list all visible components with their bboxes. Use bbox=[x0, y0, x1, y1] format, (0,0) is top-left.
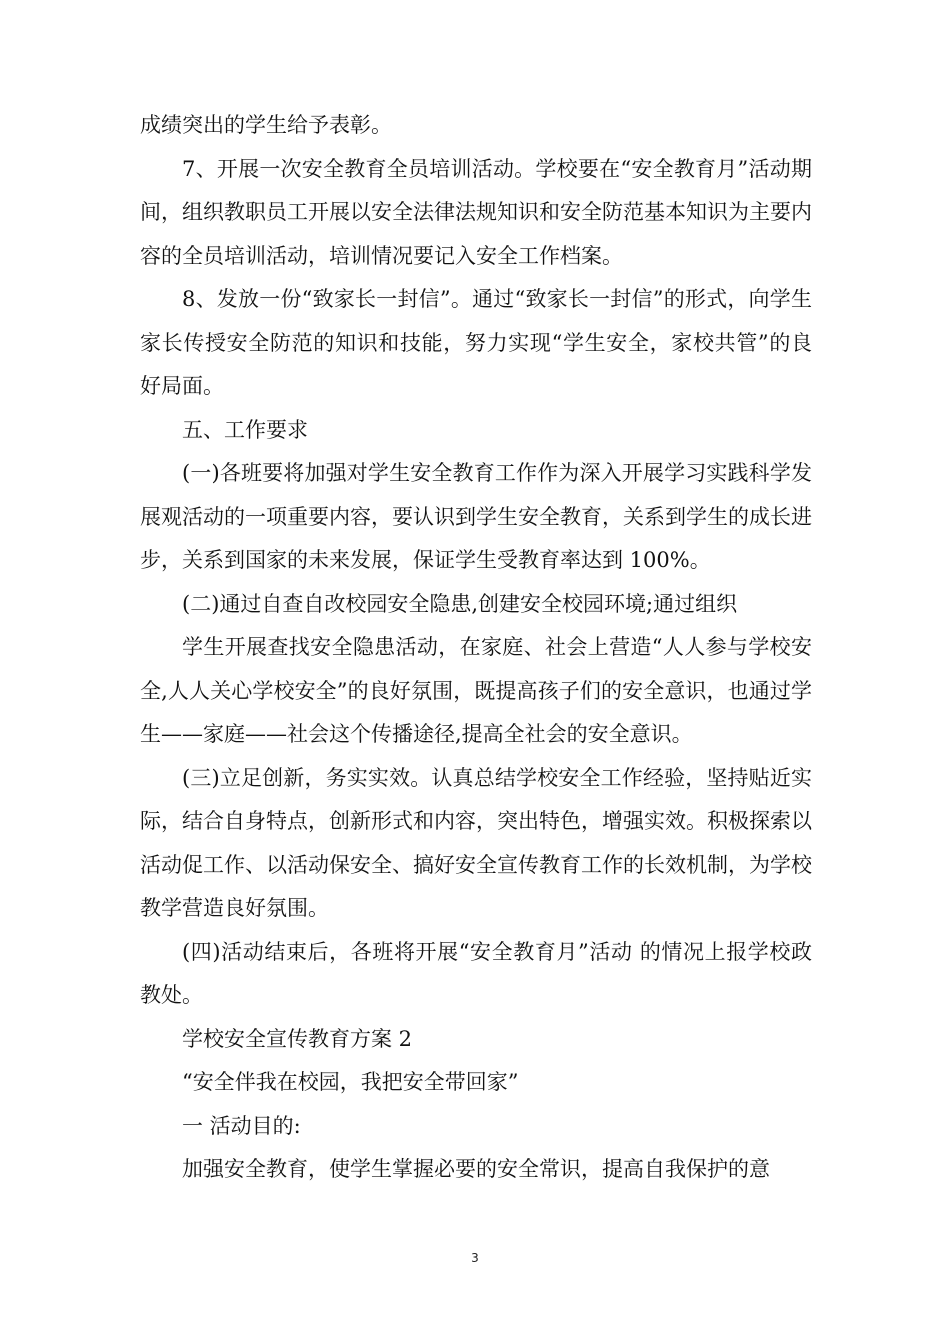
plan-slogan: “安全伴我在校园，我把安全带回家” bbox=[182, 1070, 519, 1094]
paragraph-item-8: 8、发放一份“致家长一封信”。通过“致家长一封信”的形式，向学生家长传授安全防范的知识和技能，努力实现“学生安全，家校共管”的良好局面。 bbox=[140, 287, 812, 398]
paragraph-activity-purpose: 加强安全教育，使学生掌握必要的安全常识，提高自我保护的意 bbox=[182, 1157, 770, 1181]
body-text bbox=[140, 104, 812, 1192]
page-number: 3 bbox=[471, 1251, 479, 1265]
paragraph-requirement-2: (二)通过自查自改校园安全隐患,创建安全校园环境;通过组织 bbox=[182, 591, 738, 616]
paragraph-requirement-3: (三)立足创新，务实实效。认真总结学校安全工作经验，坚持贴近实际，结合自身特点，创新形式和内容，突出特色，增强实效。积极探索以活动促工作、以活动保安全、搞好安全宣传教育工作的长效机制，为学校教学营造良好氛围。 bbox=[140, 765, 812, 920]
section-heading-activity-purpose: 一 活动目的: bbox=[182, 1113, 301, 1138]
paragraph-continuation: 成绩突出的学生给予表彰。 bbox=[140, 113, 392, 137]
paragraph-requirement-2-continued: 学生开展查找安全隐患活动，在家庭、社会上营造“人人参与学校安全,人人关心学校安全”的良好氛围，既提高孩子们的安全意识，也通过学生——家庭——社会这个传播途径,提高全社会的安全意识。 bbox=[140, 635, 812, 746]
paragraph-item-7: 7、开展一次安全教育全员培训活动。学校要在“安全教育月”活动期间，组织教职员工开展以安全法律法规知识和安全防范基本知识为主要内容的全员培训活动，培训情况要记入安全工作档案。 bbox=[140, 156, 812, 268]
paragraph-requirement-1: (一)各班要将加强对学生安全教育工作作为深入开展学习实践科学发展观活动的一项重要内容，要认识到学生安全教育，关系到学生的成长进步，关系到国家的未来发展，保证学生受教育率达到 100%。 bbox=[140, 461, 812, 572]
plan-title: 学校安全宣传教育方案 2 bbox=[182, 1026, 413, 1051]
paragraph-requirement-4: (四)活动结束后，各班将开展“安全教育月”活动 的情况上报学校政教处。 bbox=[140, 939, 812, 1007]
section-heading-work-requirements: 五、工作要求 bbox=[182, 417, 308, 442]
